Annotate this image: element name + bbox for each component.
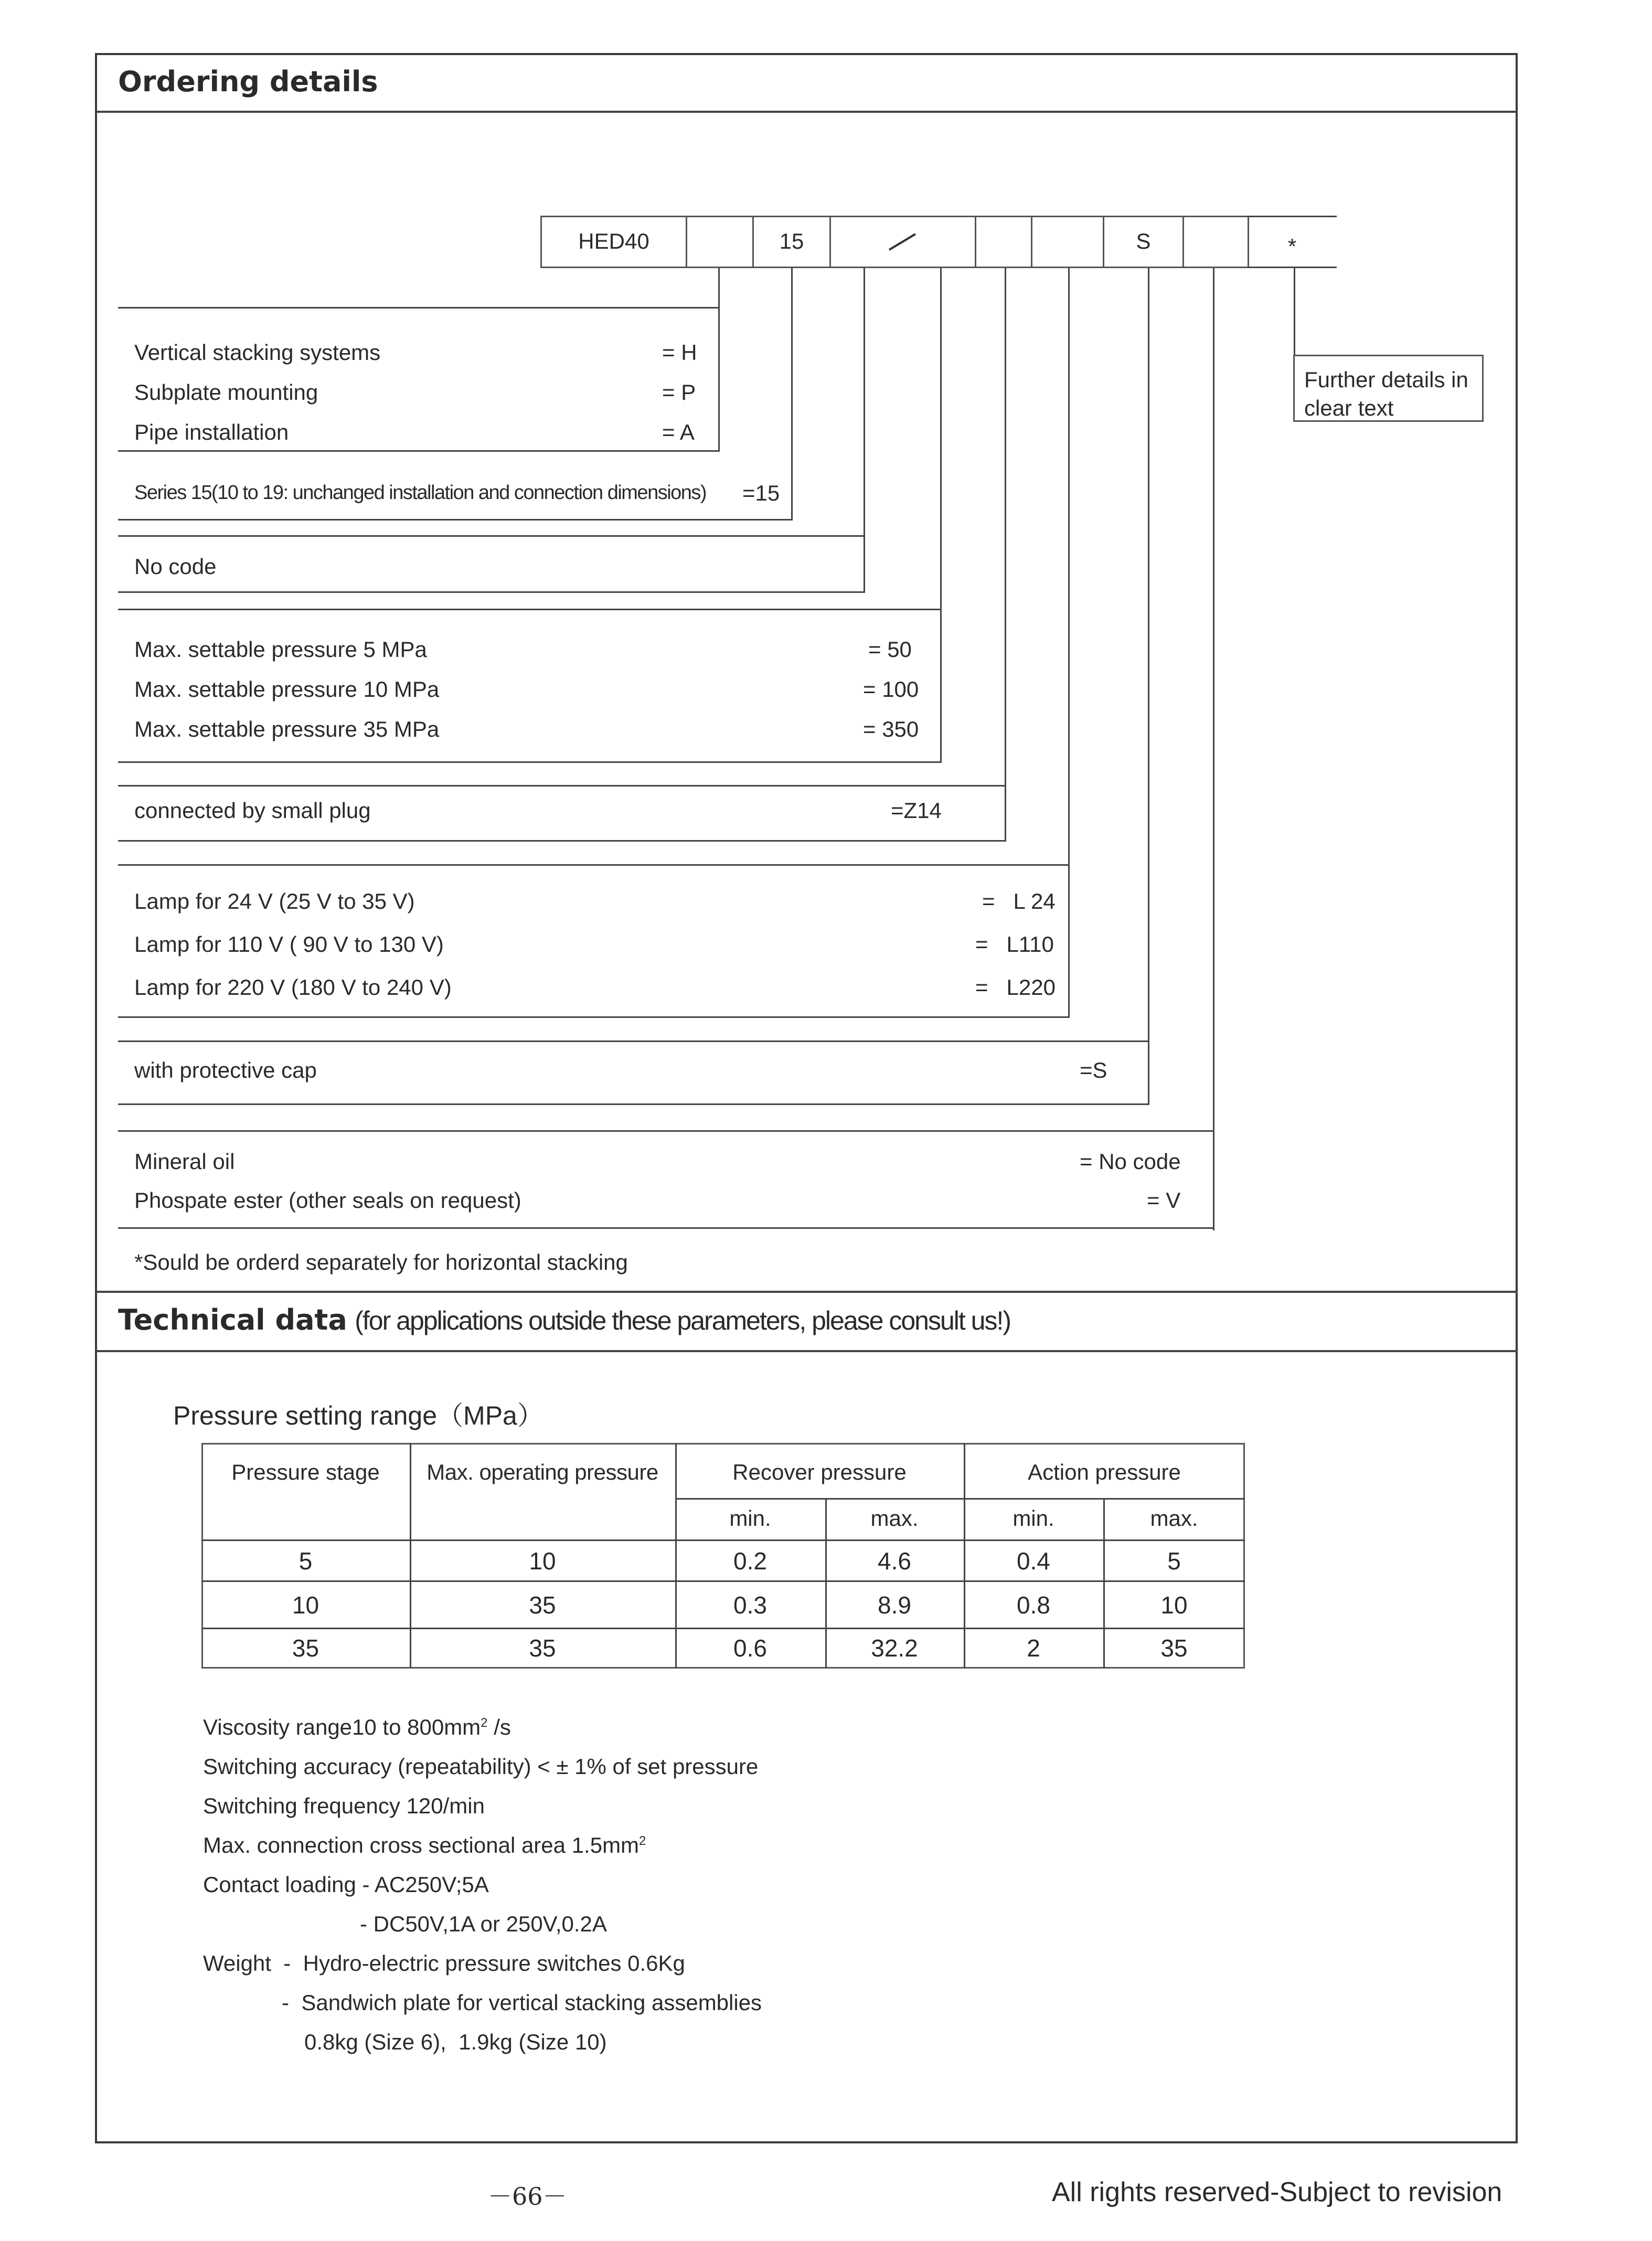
table-cell: 0.2 [733, 1547, 767, 1575]
table-cell: 0.4 [1017, 1547, 1050, 1575]
table-cell: 10 [529, 1547, 556, 1575]
fluid-top [118, 1130, 1214, 1132]
cap-code: =S [1080, 1058, 1107, 1082]
plug-bottom [118, 840, 1006, 842]
connector-1 [718, 268, 720, 451]
table-cell: 0.3 [733, 1591, 767, 1619]
p10-label: Max. settable pressure 10 MPa [134, 677, 440, 702]
code-box-6 [1031, 216, 1104, 268]
viscosity-text: Viscosity range10 to 800mm [203, 1715, 481, 1739]
technical-subtitle: (for applications outside these parameters, please consult us!) [355, 1306, 1010, 1335]
table-cell: 10 [292, 1591, 319, 1619]
technical-title: Technical data [118, 1303, 347, 1336]
plug-code: =Z14 [891, 798, 942, 823]
l220-code: = L220 [975, 975, 1056, 1000]
ordering-title: Ordering details [118, 65, 378, 98]
mineral-label: Mineral oil [134, 1149, 235, 1174]
code-box-hed40-text: HED40 [578, 229, 649, 253]
subplate-code: = P [662, 380, 696, 405]
th-action-max: max. [1150, 1506, 1198, 1531]
spec-contact-1: Contact loading - AC250V;5A [203, 1872, 489, 1897]
lamp-bottom [118, 1016, 1070, 1018]
footnote: *Sould be orderd separately for horizontal stacking [134, 1250, 628, 1274]
code-box-8 [1182, 216, 1249, 268]
th-recover-max: max. [870, 1506, 919, 1531]
plug-top [118, 785, 1006, 787]
subplate-label: Subplate mounting [134, 380, 318, 405]
table-cell: 0.6 [733, 1634, 767, 1662]
th-recover-min: min. [729, 1506, 771, 1531]
slash-mark [887, 231, 918, 252]
spec-weight-3: 0.8kg (Size 6), 1.9kg (Size 10) [304, 2030, 607, 2054]
cap-top [118, 1040, 1149, 1042]
spec-cross-section [203, 1833, 646, 1858]
table-title: Pressure setting range（MPa） [173, 1401, 543, 1430]
pipe-code: = A [662, 420, 695, 444]
viscosity-sup: 2 [481, 1716, 488, 1730]
p5-label: Max. settable pressure 5 MPa [134, 637, 427, 662]
vertical-label: Vertical stacking systems [134, 340, 381, 365]
ester-label: Phospate ester (other seals on request) [134, 1188, 521, 1213]
nocode-bottom [118, 591, 865, 593]
lamp-top [118, 864, 1070, 866]
connector-9 [1294, 268, 1295, 356]
p35-label: Max. settable pressure 35 MPa [134, 717, 440, 741]
spec-weight-2: - Sandwich plate for vertical stacking assemblies [282, 1990, 762, 2015]
ordering-header-divider [95, 111, 1518, 113]
code-box-9-bottom [1248, 267, 1337, 268]
table-row-header [201, 1539, 1245, 1541]
l24-label: Lamp for 24 V (25 V to 35 V) [134, 889, 415, 914]
code-box-2 [686, 216, 754, 268]
th-stage: Pressure stage [231, 1460, 380, 1484]
group1-bottom [118, 450, 720, 452]
spec-viscosity [203, 1715, 511, 1740]
nocode-label: No code [134, 554, 217, 579]
code-box-series-text: 15 [779, 229, 804, 253]
spec-contact-2: - DC50V,1A or 250V,0.2A [360, 1911, 607, 1936]
plug-label: connected by small plug [134, 798, 371, 823]
spec-frequency: Switching frequency 120/min [203, 1793, 485, 1818]
group1-top [118, 307, 720, 309]
p5-code: = 50 [868, 637, 912, 662]
technical-top-divider [95, 1291, 1518, 1293]
technical-header-divider [95, 1350, 1518, 1352]
cross-section-text: Max. connection cross sectional area 1.5mm [203, 1833, 640, 1857]
series-bottom [118, 519, 793, 521]
table-cell: 35 [292, 1634, 319, 1662]
cap-label: with protective cap [134, 1058, 317, 1082]
series-code: =15 [742, 481, 780, 505]
connector-4 [940, 268, 942, 763]
table-cell: 10 [1160, 1591, 1188, 1619]
fluid-bottom [118, 1227, 1214, 1229]
p35-code: = 350 [863, 717, 919, 741]
th-recover: Recover pressure [732, 1460, 907, 1484]
table-cell: 32.2 [871, 1634, 918, 1662]
th-max-op: Max. operating pressure [427, 1460, 658, 1484]
code-box-5 [975, 216, 1032, 268]
table-row-2 [201, 1580, 1245, 1582]
table-cell: 5 [299, 1547, 313, 1575]
connector-6 [1068, 268, 1070, 1017]
p10-code: = 100 [863, 677, 919, 702]
vertical-code: = H [662, 340, 697, 365]
table-cell: 5 [1167, 1547, 1181, 1575]
table-row-sub [675, 1498, 1245, 1500]
viscosity-unit: /s [487, 1715, 511, 1739]
connector-8 [1213, 268, 1214, 1230]
pressure-bottom [118, 761, 942, 763]
table-cell: 35 [529, 1591, 556, 1619]
table-cell: 35 [529, 1634, 556, 1662]
l110-code: = L110 [975, 932, 1054, 957]
further-details-line1: Further details in [1304, 367, 1468, 392]
l24-code: = L 24 [982, 889, 1056, 914]
cross-section-sup: 2 [639, 1834, 646, 1848]
technical-header [118, 1303, 1010, 1336]
page-number: －66－ [488, 2182, 567, 2211]
th-action-min: min. [1012, 1506, 1054, 1531]
rights-text: All rights reserved-Subject to revision [1052, 2177, 1502, 2207]
code-box-star-text: * [1287, 234, 1297, 259]
connector-5 [1005, 268, 1006, 842]
series-label: Series 15(10 to 19: unchanged installation and connection dimensions) [134, 482, 707, 504]
l110-label: Lamp for 110 V ( 90 V to 130 V) [134, 932, 444, 957]
code-box-9-top [1248, 216, 1337, 217]
table-cell: 2 [1027, 1634, 1040, 1662]
ester-code: = V [1147, 1188, 1181, 1213]
spec-weight-1: Weight - Hydro-electric pressure switches 0.6Kg [203, 1951, 685, 1976]
connector-7 [1148, 268, 1149, 1104]
cap-bottom [118, 1103, 1149, 1105]
table-cell: 35 [1160, 1634, 1188, 1662]
pressure-top [118, 609, 942, 610]
nocode-top [118, 535, 865, 537]
mineral-code: = No code [1080, 1149, 1181, 1174]
table-cell: 4.6 [878, 1547, 911, 1575]
spec-accuracy: Switching accuracy (repeatability) < ± 1% of set pressure [203, 1754, 759, 1779]
table-cell: 8.9 [878, 1591, 911, 1619]
pipe-label: Pipe installation [134, 420, 289, 444]
th-action: Action pressure [1028, 1460, 1181, 1484]
code-box-s-text: S [1136, 229, 1151, 253]
further-details-line2: clear text [1304, 396, 1394, 420]
table-cell: 0.8 [1017, 1591, 1050, 1619]
l220-label: Lamp for 220 V (180 V to 240 V) [134, 975, 452, 1000]
table-row-3 [201, 1628, 1245, 1629]
connector-2 [791, 268, 793, 520]
connector-3 [864, 268, 865, 593]
